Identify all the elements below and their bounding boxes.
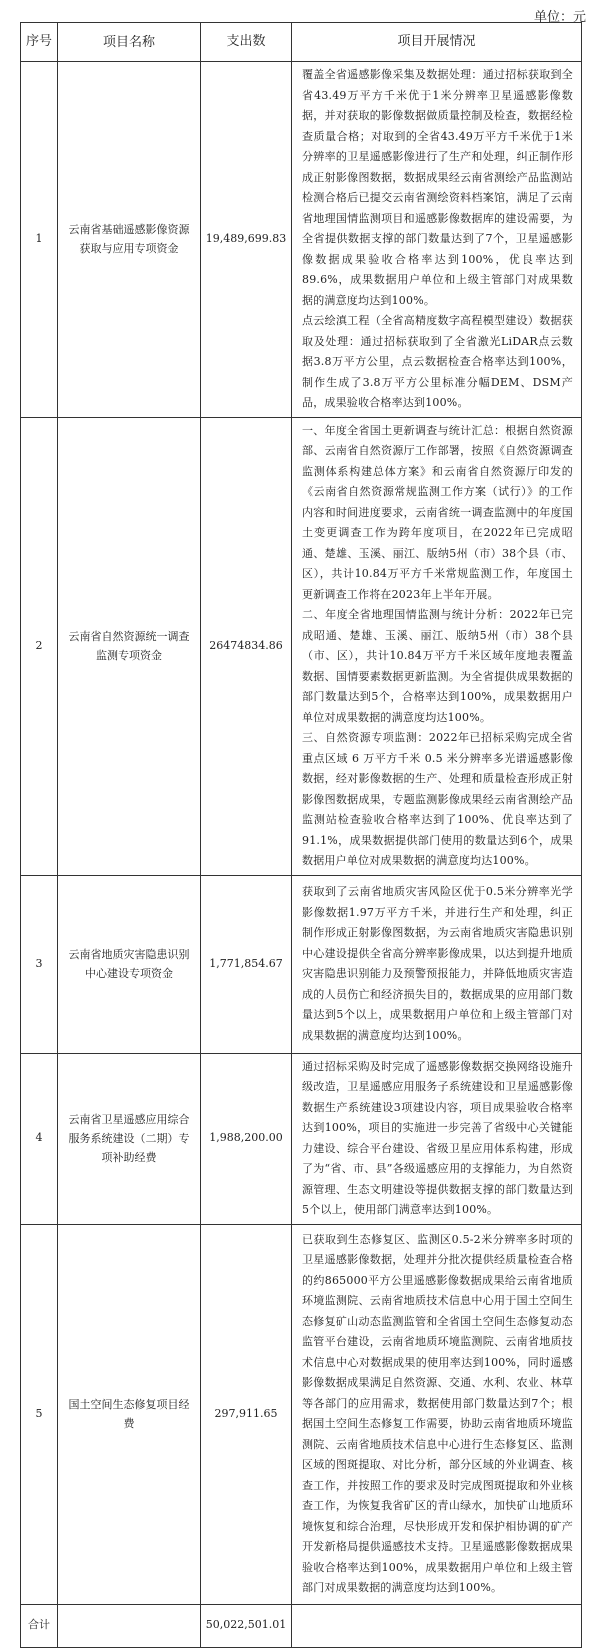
- project-name: 云南省地质灾害隐患识别中心建设专项资金: [58, 875, 201, 1053]
- progress-paragraph: 点云绘滇工程（全省高精度数字高程模型建设）数据获取及处理：通过招标获取到了全省激光LiDAR点云数据3.8万平方公里，点云数据检查合格率达到100%，制作生成了3.8万平方公里标准分幅DEM、DSM产品，成果验收合格率达到100%。: [302, 314, 573, 409]
- progress-paragraph: 通过招标采购及时完成了遥感影像数据交换网络设施升级改造，卫星遥感应用服务子系统建设和卫星遥感影像数据生产系统建设3项建设内容，项目成果验收合格率达到100%，项目的实施进一步完善了省级中心关键能力建设、综合平台建设、省级卫星应用体系构建，形成了为“省、市、县”各级遥感应用的支撑能力，为自然资源管理、生态文明建设等提供数据支撑的部门数量达到5个以上，使用部门满意率达到100%。: [302, 1059, 573, 1216]
- project-progress: [292, 1053, 582, 1224]
- expenditure-amount: 1,771,854.67: [201, 875, 292, 1053]
- total-desc-empty: [292, 1604, 582, 1647]
- progress-paragraph: 获取到了云南省地质灾害风险区优于0.5米分辨率光学影像数据1.97万平方千米，并进行生产和处理，纠正制作形成正射影像图数据，为云南省地质灾害隐患识别中心建设提供全省高分辨率影像成果，以达到提升地质灾害隐患识别能力及预警预报能力，并降低地质灾害造成的人员伤亡和经济损失目的，数据成果的应用部门数量达到5个以上，成果数据用户单位和上级主管部门对成果数据的满意度均达到100%。: [302, 885, 573, 1042]
- header-no: 序号: [21, 23, 58, 62]
- table-row: [21, 62, 582, 418]
- unit-label: 单位：元: [533, 10, 586, 25]
- expenditure-amount: 297,911.65: [201, 1224, 292, 1604]
- project-name: 云南省卫星遥感应用综合服务系统建设（二期）专项补助经费: [58, 1053, 201, 1224]
- progress-paragraph: 三、自然资源专项监测：2022年已招标采购完成全省重点区域 6 万平方千米 0.5 米分辨率多光谱遥感影像数据，经对影像数据的生产、处理和质量检查形成正射影像图数据成果，专题监测影像成果经云南省测绘产品监测站检查验收合格率达到了100%、优良率达到了91.1%，成果数据提供部门使用的数量达到6个，成果数据用户单位对成果数据的满意度均达100%。: [302, 731, 573, 867]
- header-desc: 项目开展情况: [292, 23, 582, 62]
- table-row: [21, 875, 582, 1053]
- row-number: 2: [21, 417, 58, 875]
- progress-paragraph: 一、年度全省国土更新调查与统计汇总：根据自然资源部、云南省自然资源厅工作部署，按照《自然资源调查监测体系构建总体方案》和云南省自然资源厅印发的《云南省自然资源常规监测工作方案（试行）》的工作内容和时间进度要求，云南省统一调查监测中的年度国土变更调查工作为跨年度项目，在2022年已完成昭通、楚雄、玉溪、丽江、版纳5州（市）38个县（市、区），共计10.84万平方千米常规监测工作，年度国土更新调查工作将在2023年上半年开展。: [302, 423, 573, 601]
- project-name: 国土空间生态修复项目经费: [58, 1224, 201, 1604]
- row-number: 5: [21, 1224, 58, 1604]
- header-name: 项目名称: [58, 23, 201, 62]
- progress-paragraph: 已获取到生态修复区、监测区0.5-2米分辨率多时项的卫星遥感影像数据，处理并分批次提供经质量检查合格的约865000平方公里遥感影像数据成果给云南省地质环境监测院、云南省地质技术信息中心用于国土空间生态修复矿山动态监测监管和全省国土空间生态修复动态监管平台建设，云南省地质环境监测院、云南省地质技术信息中心对数据成果的使用率达到100%，同时遥感影像数据成果满足自然资源、交通、水利、农业、林草等各部门的应用需求，数据使用部门数量达到7个；根据国土空间生态修复工作需要，协助云南省地质环境监测院、云南省地质技术信息中心进行生态修复区、监测区域的图斑提取、对比分析，部分区域的外业调查、核查工作，并按照工作的要求及时完成图斑提取和外业核查工作，为恢复我省矿区的青山绿水，加快矿山地质环境恢复和综合治理，尽快形成开发和保护相协调的矿产开发新格局提供遥感技术支持。卫星遥感影像数据成果验收合格率达到100%，成果数据用户单位和上级主管部门对成果数据的满意度均达到100%。: [302, 1232, 573, 1594]
- table-header-row: [21, 23, 582, 62]
- project-progress: [292, 62, 582, 418]
- expenditure-amount: 26474834.86: [201, 417, 292, 875]
- row-number: 3: [21, 875, 58, 1053]
- project-name: 云南省基础遥感影像资源获取与应用专项资金: [58, 62, 201, 418]
- row-number: 4: [21, 1053, 58, 1224]
- progress-paragraph: 二、年度全省地理国情监测与统计分析：2022年已完成昭通、楚雄、玉溪、丽江、版纳5州（市）38个县（市、区），共计10.84万平方千米区域年度地表覆盖数据、国情要素数据更新监测。为全省提供成果数据的部门数量达到5个，合格率达到100%，成果数据用户单位对成果数据的满意度均达100%。: [302, 608, 573, 724]
- total-row: [21, 1604, 582, 1647]
- total-name-empty: [58, 1604, 201, 1647]
- project-progress: [292, 1224, 582, 1604]
- expenditure-amount: 19,489,699.83: [201, 62, 292, 418]
- expenditure-amount: 1,988,200.00: [201, 1053, 292, 1224]
- expenditure-table: [20, 22, 582, 1648]
- project-name: 云南省自然资源统一调查监测专项资金: [58, 417, 201, 875]
- project-progress: [292, 417, 582, 875]
- total-label: 合计: [21, 1604, 58, 1647]
- project-progress: [292, 875, 582, 1053]
- row-number: 1: [21, 62, 58, 418]
- table-row: [21, 1053, 582, 1224]
- header-amount: 支出数: [201, 23, 292, 62]
- table-row: [21, 1224, 582, 1604]
- progress-paragraph: 覆盖全省遥感影像采集及数据处理：通过招标获取到全省43.49万平方千米优于1米分辨率卫星遥感影像数据，并对获取的影像数据做质量控制及检查，数据经检查质量合格；对取到的全省43.49万平方千米优于1米分辨率的卫星遥感影像进行了生产和处理，纠正制作形成正射影像图数据，数据成果经云南省测绘产品监测站检测合格后已提交云南省测绘资料档案馆，满足了云南省地理国情监测项目和遥感影像数据库的建设需要，为全省提供数据支撑的部门数量达到了7个，卫星遥感影像数据成果验收合格率达到100%，优良率达到89.6%，成果数据用户单位和上级主管部门对成果数据的满意度均达到100%。: [302, 68, 573, 307]
- total-amount: 50,022,501.01: [201, 1604, 292, 1647]
- table-row: [21, 417, 582, 875]
